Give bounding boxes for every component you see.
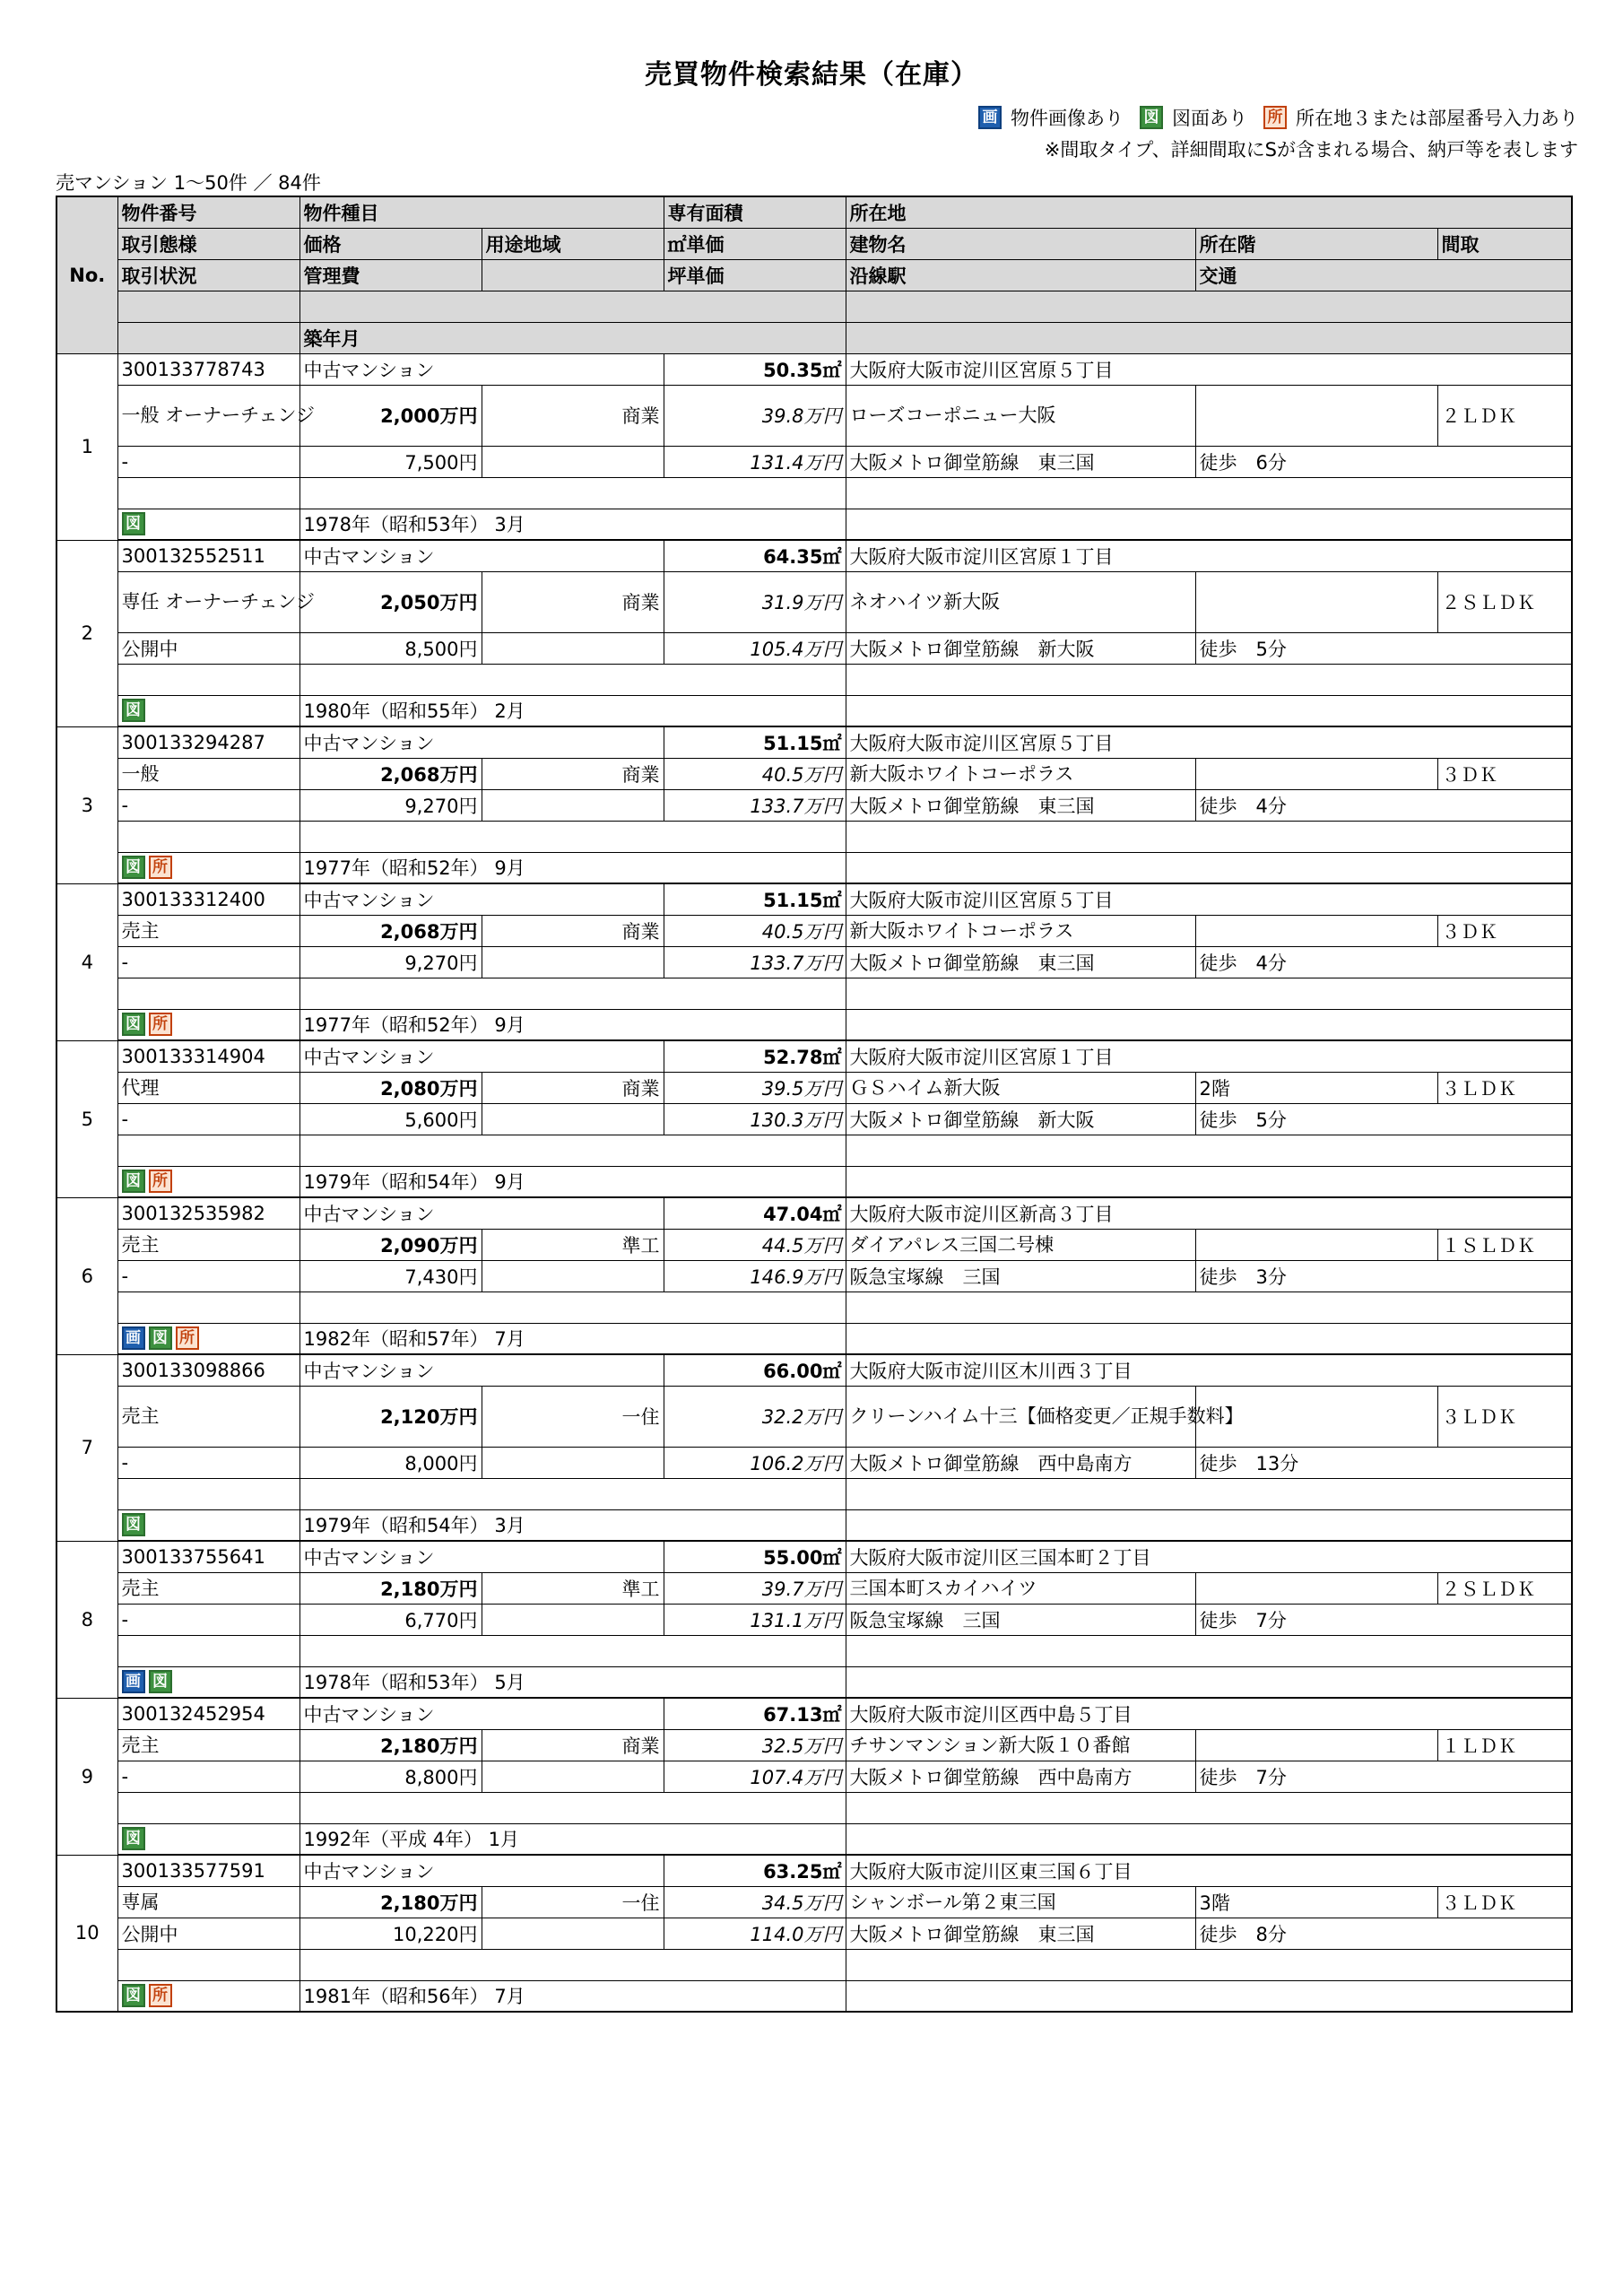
record-row <box>56 540 1572 571</box>
room-layout: ２ＳＬＤＫ <box>1437 1572 1572 1604</box>
price: 2,180万円 <box>299 1886 482 1918</box>
property-kind: 中古マンション <box>299 1541 664 1572</box>
price: 2,180万円 <box>299 1729 482 1761</box>
record-row <box>56 571 1572 632</box>
property-kind: 中古マンション <box>299 726 664 758</box>
room-layout: ３ＬＤＫ <box>1437 1886 1572 1918</box>
railway-station: 大阪メトロ御堂筋線 新大阪 <box>846 632 1195 664</box>
tsubo-price: 114.0万円 <box>664 1918 846 1949</box>
zoning: 一住 <box>482 1386 664 1447</box>
record-row <box>56 1040 1572 1072</box>
record-row <box>56 1197 1572 1229</box>
tsubo-price: 105.4万円 <box>664 632 846 664</box>
record-row <box>56 915 1572 946</box>
property-kind: 中古マンション <box>299 1197 664 1229</box>
room-layout: ２ＬＤＫ <box>1437 385 1572 446</box>
property-address: 大阪府大阪市淀川区宮原５丁目 <box>846 353 1572 385</box>
railway-station: 阪急宝塚線 三国 <box>846 1604 1195 1635</box>
property-address: 大阪府大阪市淀川区宮原１丁目 <box>846 540 1572 571</box>
plan-badge-icon: 図 <box>122 512 145 535</box>
record-row <box>56 1604 1572 1635</box>
plan-badge-icon: 図 <box>122 1013 145 1036</box>
header-layout: 間取 <box>1437 228 1572 259</box>
record-row <box>56 1386 1572 1447</box>
tsubo-price: 133.7万円 <box>664 946 846 978</box>
price: 2,120万円 <box>299 1386 482 1447</box>
deal-status: - <box>117 946 299 978</box>
record-row <box>56 1072 1572 1103</box>
location-badge-icon: 所 <box>149 1170 172 1193</box>
zoning: 商業 <box>482 758 664 789</box>
sqm-price: 32.5万円 <box>664 1729 846 1761</box>
legend <box>968 104 1578 131</box>
property-id: 300133098866 <box>117 1354 299 1386</box>
building-name: 新大阪ホワイトコーポラス <box>846 915 1195 946</box>
price: 2,080万円 <box>299 1072 482 1103</box>
floor <box>1195 758 1437 789</box>
price: 2,180万円 <box>299 1572 482 1604</box>
record-badges <box>117 1823 299 1855</box>
deal-type: 売主 <box>117 1229 299 1260</box>
plan-badge-icon: 図 <box>122 1984 145 2007</box>
deal-status: 公開中 <box>117 1918 299 1949</box>
property-id: 300133294287 <box>117 726 299 758</box>
railway-station: 阪急宝塚線 三国 <box>846 1260 1195 1292</box>
header-line: 沿線駅 <box>846 259 1195 291</box>
plan-badge-icon: 図 <box>122 1513 145 1536</box>
floor <box>1195 1229 1437 1260</box>
image-badge-icon: 画 <box>978 106 1002 129</box>
property-address: 大阪府大阪市淀川区宮原５丁目 <box>846 883 1572 915</box>
property-address: 大阪府大阪市淀川区新高３丁目 <box>846 1197 1572 1229</box>
zoning: 商業 <box>482 915 664 946</box>
tsubo-price: 146.9万円 <box>664 1260 846 1292</box>
deal-type: 専任 オーナーチェンジ <box>117 571 299 632</box>
tsubo-price: 133.7万円 <box>664 789 846 821</box>
sqm-price: 39.5万円 <box>664 1072 846 1103</box>
deal-status: - <box>117 1447 299 1478</box>
record-row <box>56 695 1572 726</box>
property-id: 300133314904 <box>117 1040 299 1072</box>
access: 徒歩 5分 <box>1195 1103 1572 1135</box>
built-date: 1979年（昭和54年） 9月 <box>299 1166 846 1197</box>
sqm-price: 31.9万円 <box>664 571 846 632</box>
record-row <box>56 1698 1572 1729</box>
floor <box>1195 385 1437 446</box>
property-id: 300133778743 <box>117 353 299 385</box>
built-date: 1977年（昭和52年） 9月 <box>299 852 846 883</box>
record-no: 4 <box>56 883 117 1040</box>
record-row <box>56 1541 1572 1572</box>
railway-station: 大阪メトロ御堂筋線 西中島南方 <box>846 1447 1195 1478</box>
property-address: 大阪府大阪市淀川区宮原５丁目 <box>846 726 1572 758</box>
record-no: 7 <box>56 1354 117 1541</box>
building-name: ネオハイツ新大阪 <box>846 571 1195 632</box>
header-built: 築年月 <box>299 322 846 353</box>
record-badges <box>117 1323 299 1354</box>
record-row <box>56 1918 1572 1949</box>
property-id: 300133755641 <box>117 1541 299 1572</box>
record-row <box>56 353 1572 385</box>
property-kind: 中古マンション <box>299 353 664 385</box>
header-tsubo-price: 坪単価 <box>664 259 846 291</box>
building-name: チサンマンション新大阪１０番館 <box>846 1729 1195 1761</box>
room-layout: ２ＳＬＤＫ <box>1437 571 1572 632</box>
building-name: ダイアパレス三国二号棟 <box>846 1229 1195 1260</box>
page-title: 売買物件検索結果（在庫） <box>645 59 978 91</box>
zoning: 商業 <box>482 385 664 446</box>
floor <box>1195 571 1437 632</box>
built-date: 1977年（昭和52年） 9月 <box>299 1009 846 1040</box>
property-address: 大阪府大阪市淀川区宮原１丁目 <box>846 1040 1572 1072</box>
management-fee: 5,600円 <box>299 1103 482 1135</box>
record-row <box>56 1354 1572 1386</box>
property-kind: 中古マンション <box>299 883 664 915</box>
exclusive-area: 64.35㎡ <box>664 540 846 571</box>
record-no: 10 <box>56 1855 117 2012</box>
deal-type: 一般 オーナーチェンジ <box>117 385 299 446</box>
management-fee: 7,500円 <box>299 446 482 477</box>
exclusive-area: 51.15㎡ <box>664 726 846 758</box>
deal-status: 公開中 <box>117 632 299 664</box>
exclusive-area: 67.13㎡ <box>664 1698 846 1729</box>
deal-status: - <box>117 1604 299 1635</box>
location-badge-icon: 所 <box>1263 106 1287 129</box>
management-fee: 9,270円 <box>299 946 482 978</box>
record-no: 5 <box>56 1040 117 1197</box>
property-id: 300132552511 <box>117 540 299 571</box>
record-row <box>56 1729 1572 1761</box>
property-kind: 中古マンション <box>299 1040 664 1072</box>
exclusive-area: 50.35㎡ <box>664 353 846 385</box>
deal-status: - <box>117 1103 299 1135</box>
property-kind: 中古マンション <box>299 1354 664 1386</box>
deal-status: - <box>117 446 299 477</box>
header-building: 建物名 <box>846 228 1195 259</box>
railway-station: 大阪メトロ御堂筋線 東三国 <box>846 446 1195 477</box>
record-row <box>56 1823 1572 1855</box>
record-row <box>56 1886 1572 1918</box>
deal-status: - <box>117 789 299 821</box>
built-date: 1981年（昭和56年） 7月 <box>299 1980 846 2012</box>
floor <box>1195 1572 1437 1604</box>
price: 2,068万円 <box>299 915 482 946</box>
built-date: 1978年（昭和53年） 3月 <box>299 509 846 540</box>
property-id: 300133577591 <box>117 1855 299 1886</box>
header-floor: 所在階 <box>1195 228 1437 259</box>
railway-station: 大阪メトロ御堂筋線 東三国 <box>846 789 1195 821</box>
header-address: 所在地 <box>846 196 1572 228</box>
record-row <box>56 446 1572 477</box>
management-fee: 8,000円 <box>299 1447 482 1478</box>
location-badge-icon: 所 <box>149 856 172 879</box>
deal-type: 代理 <box>117 1072 299 1103</box>
built-date: 1992年（平成 4年） 1月 <box>299 1823 846 1855</box>
building-name: ＧＳハイム新大阪 <box>846 1072 1195 1103</box>
exclusive-area: 51.15㎡ <box>664 883 846 915</box>
sqm-price: 40.5万円 <box>664 758 846 789</box>
record-badges <box>117 852 299 883</box>
built-date: 1979年（昭和54年） 3月 <box>299 1509 846 1541</box>
tsubo-price: 131.1万円 <box>664 1604 846 1635</box>
record-row <box>56 1166 1572 1197</box>
price: 2,000万円 <box>299 385 482 446</box>
record-row <box>56 385 1572 446</box>
zoning: 一住 <box>482 1886 664 1918</box>
record-badges <box>117 1980 299 2012</box>
record-badges <box>117 1009 299 1040</box>
tsubo-price: 107.4万円 <box>664 1761 846 1792</box>
record-row <box>56 1103 1572 1135</box>
deal-type: 売主 <box>117 1386 299 1447</box>
zoning: 商業 <box>482 571 664 632</box>
building-name: ローズコーポニュー大阪 <box>846 385 1195 446</box>
header-kind: 物件種目 <box>299 196 664 228</box>
header-price: 価格 <box>299 228 482 259</box>
floor: 2階 <box>1195 1072 1437 1103</box>
plan-badge-icon: 図 <box>122 1170 145 1193</box>
record-row <box>56 1323 1572 1354</box>
table-body <box>56 353 1572 2012</box>
building-name: 三国本町スカイハイツ <box>846 1572 1195 1604</box>
railway-station: 大阪メトロ御堂筋線 西中島南方 <box>846 1761 1195 1792</box>
record-row <box>56 1478 1572 1509</box>
plan-badge-icon: 図 <box>122 856 145 879</box>
railway-station: 大阪メトロ御堂筋線 東三国 <box>846 946 1195 978</box>
sqm-price: 34.5万円 <box>664 1886 846 1918</box>
header-zone: 用途地域 <box>482 228 664 259</box>
sqm-price: 32.2万円 <box>664 1386 846 1447</box>
exclusive-area: 66.00㎡ <box>664 1354 846 1386</box>
management-fee: 8,800円 <box>299 1761 482 1792</box>
header-area: 専有面積 <box>664 196 846 228</box>
exclusive-area: 63.25㎡ <box>664 1855 846 1886</box>
record-row <box>56 821 1572 852</box>
tsubo-price: 131.4万円 <box>664 446 846 477</box>
record-no: 3 <box>56 726 117 883</box>
record-badges <box>117 509 299 540</box>
record-no: 6 <box>56 1197 117 1354</box>
record-row <box>56 1761 1572 1792</box>
property-address: 大阪府大阪市淀川区木川西３丁目 <box>846 1354 1572 1386</box>
tsubo-price: 106.2万円 <box>664 1447 846 1478</box>
property-kind: 中古マンション <box>299 1855 664 1886</box>
header-status: 取引状況 <box>117 259 299 291</box>
built-date: 1980年（昭和55年） 2月 <box>299 695 846 726</box>
exclusive-area: 47.04㎡ <box>664 1197 846 1229</box>
deal-status: - <box>117 1761 299 1792</box>
table-header <box>56 196 1572 353</box>
property-address: 大阪府大阪市淀川区東三国６丁目 <box>846 1855 1572 1886</box>
property-address: 大阪府大阪市淀川区三国本町２丁目 <box>846 1541 1572 1572</box>
floor <box>1195 915 1437 946</box>
record-row <box>56 1292 1572 1323</box>
header-access: 交通 <box>1195 259 1572 291</box>
legend-location-label: 所在地３または部屋番号入力あり <box>1296 108 1578 129</box>
access: 徒歩 13分 <box>1195 1447 1572 1478</box>
record-row <box>56 978 1572 1009</box>
sqm-price: 39.8万円 <box>664 385 846 446</box>
floor <box>1195 1729 1437 1761</box>
record-row <box>56 726 1572 758</box>
record-row <box>56 946 1572 978</box>
record-row <box>56 477 1572 509</box>
record-row <box>56 509 1572 540</box>
access: 徒歩 7分 <box>1195 1604 1572 1635</box>
header-sqm-price: ㎡単価 <box>664 228 846 259</box>
management-fee: 8,500円 <box>299 632 482 664</box>
sqm-price: 40.5万円 <box>664 915 846 946</box>
layout-note: ※間取タイプ、詳細間取にSが含まれる場合、納戸等を表します <box>1044 139 1578 161</box>
record-badges <box>117 1666 299 1698</box>
exclusive-area: 52.78㎡ <box>664 1040 846 1072</box>
header-deal: 取引態様 <box>117 228 299 259</box>
railway-station: 大阪メトロ御堂筋線 新大阪 <box>846 1103 1195 1135</box>
access: 徒歩 4分 <box>1195 946 1572 978</box>
building-name: シャンボール第２東三国 <box>846 1886 1195 1918</box>
legend-plan-label: 図面あり <box>1172 108 1247 129</box>
record-row <box>56 1949 1572 1980</box>
deal-type: 売主 <box>117 1729 299 1761</box>
zoning: 商業 <box>482 1072 664 1103</box>
building-name: 新大阪ホワイトコーポラス <box>846 758 1195 789</box>
results-table <box>56 196 1573 2013</box>
header-no: No. <box>56 196 117 353</box>
building-name: クリーンハイム十三【価格変更／正規手数料】 <box>846 1386 1195 1447</box>
deal-type: 売主 <box>117 1572 299 1604</box>
management-fee: 9,270円 <box>299 789 482 821</box>
property-id: 300132452954 <box>117 1698 299 1729</box>
zoning: 準工 <box>482 1229 664 1260</box>
record-row <box>56 1260 1572 1292</box>
room-layout: １ＳＬＤＫ <box>1437 1229 1572 1260</box>
deal-type: 専属 <box>117 1886 299 1918</box>
record-no: 8 <box>56 1541 117 1698</box>
zoning: 商業 <box>482 1729 664 1761</box>
record-row <box>56 758 1572 789</box>
location-badge-icon: 所 <box>149 1984 172 2007</box>
plan-badge-icon: 図 <box>122 699 145 722</box>
record-row <box>56 1009 1572 1040</box>
property-kind: 中古マンション <box>299 540 664 571</box>
record-badges <box>117 1166 299 1197</box>
image-badge-icon: 画 <box>122 1670 145 1693</box>
property-id: 300132535982 <box>117 1197 299 1229</box>
tsubo-price: 130.3万円 <box>664 1103 846 1135</box>
zoning: 準工 <box>482 1572 664 1604</box>
record-badges <box>117 695 299 726</box>
exclusive-area: 55.00㎡ <box>664 1541 846 1572</box>
record-row <box>56 632 1572 664</box>
plan-badge-icon: 図 <box>122 1827 145 1850</box>
record-row <box>56 1855 1572 1886</box>
access: 徒歩 5分 <box>1195 632 1572 664</box>
record-row <box>56 1635 1572 1666</box>
legend-image-label: 物件画像あり <box>1011 108 1124 129</box>
room-layout: ３ＤＫ <box>1437 758 1572 789</box>
floor: 3階 <box>1195 1886 1437 1918</box>
property-address: 大阪府大阪市淀川区西中島５丁目 <box>846 1698 1572 1729</box>
record-row <box>56 1447 1572 1478</box>
price: 2,090万円 <box>299 1229 482 1260</box>
property-kind: 中古マンション <box>299 1698 664 1729</box>
room-layout: ３ＬＤＫ <box>1437 1072 1572 1103</box>
plan-badge-icon: 図 <box>149 1670 172 1693</box>
deal-type: 売主 <box>117 915 299 946</box>
management-fee: 7,430円 <box>299 1260 482 1292</box>
image-badge-icon: 画 <box>122 1326 145 1350</box>
property-id: 300133312400 <box>117 883 299 915</box>
access: 徒歩 3分 <box>1195 1260 1572 1292</box>
price: 2,050万円 <box>299 571 482 632</box>
plan-badge-icon: 図 <box>149 1326 172 1350</box>
record-badges <box>117 1509 299 1541</box>
access: 徒歩 7分 <box>1195 1761 1572 1792</box>
deal-type: 一般 <box>117 758 299 789</box>
built-date: 1978年（昭和53年） 5月 <box>299 1666 846 1698</box>
access: 徒歩 8分 <box>1195 1918 1572 1949</box>
record-row <box>56 1666 1572 1698</box>
sqm-price: 44.5万円 <box>664 1229 846 1260</box>
sqm-price: 39.7万円 <box>664 1572 846 1604</box>
record-row <box>56 852 1572 883</box>
access: 徒歩 6分 <box>1195 446 1572 477</box>
management-fee: 10,220円 <box>299 1918 482 1949</box>
record-row <box>56 1792 1572 1823</box>
record-row <box>56 1135 1572 1166</box>
deal-status: - <box>117 1260 299 1292</box>
room-layout: １ＬＤＫ <box>1437 1729 1572 1761</box>
record-row <box>56 1572 1572 1604</box>
room-layout: ３ＬＤＫ <box>1437 1386 1572 1447</box>
record-row <box>56 883 1572 915</box>
location-badge-icon: 所 <box>176 1326 199 1350</box>
record-row <box>56 1509 1572 1541</box>
result-count: 売マンション 1～50件 ／ 84件 <box>56 172 321 194</box>
record-row <box>56 1980 1572 2012</box>
record-row <box>56 664 1572 695</box>
location-badge-icon: 所 <box>149 1013 172 1036</box>
room-layout: ３ＤＫ <box>1437 915 1572 946</box>
management-fee: 6,770円 <box>299 1604 482 1635</box>
record-row <box>56 789 1572 821</box>
record-no: 2 <box>56 540 117 726</box>
header-fee: 管理費 <box>299 259 482 291</box>
plan-badge-icon: 図 <box>1140 106 1163 129</box>
built-date: 1982年（昭和57年） 7月 <box>299 1323 846 1354</box>
header-id: 物件番号 <box>117 196 299 228</box>
access: 徒歩 4分 <box>1195 789 1572 821</box>
record-row <box>56 1229 1572 1260</box>
railway-station: 大阪メトロ御堂筋線 東三国 <box>846 1918 1195 1949</box>
record-no: 9 <box>56 1698 117 1855</box>
price: 2,068万円 <box>299 758 482 789</box>
record-no: 1 <box>56 353 117 540</box>
